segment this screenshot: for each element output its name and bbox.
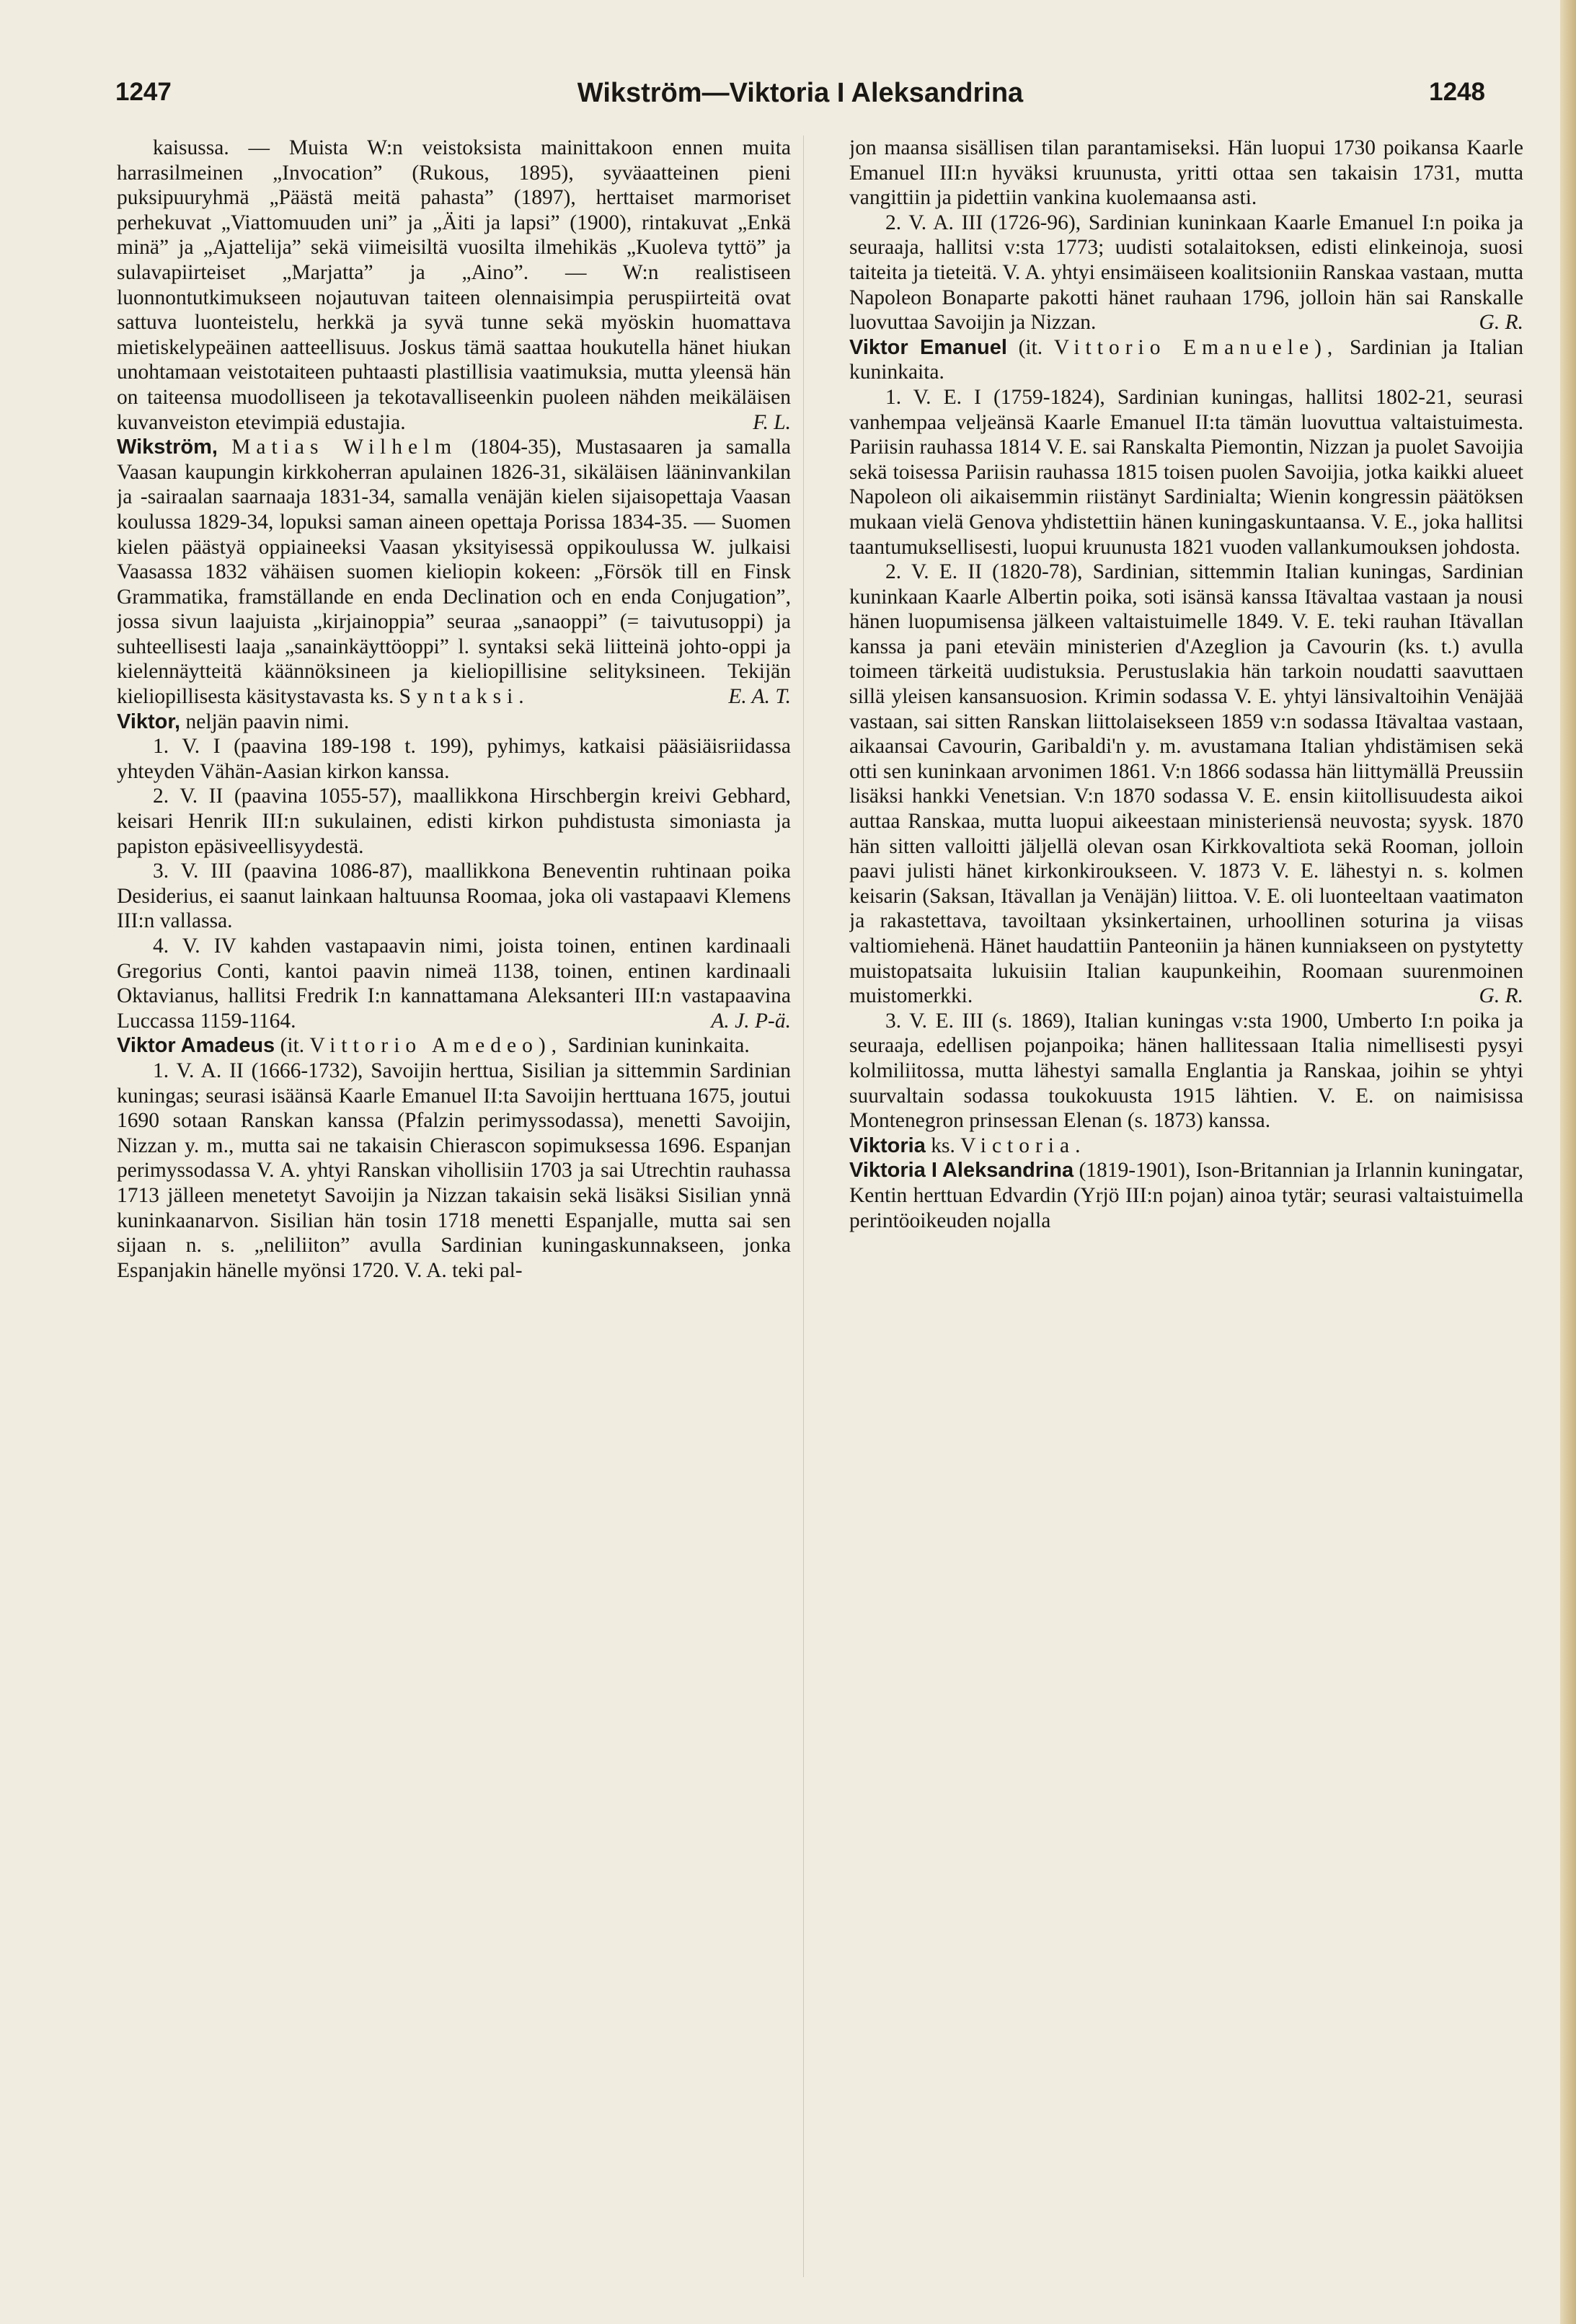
entry-headword: Viktor Amadeus — [117, 1034, 275, 1058]
author-signature: G. R. — [1479, 311, 1523, 335]
column-divider — [803, 136, 804, 2277]
article-entry — [849, 335, 1523, 385]
entry-headword: Viktoria I Aleksandrina — [849, 1159, 1074, 1183]
article-paragraph — [849, 1009, 1523, 1134]
entry-headword: Viktor, — [117, 710, 181, 733]
paragraph-text: 2. V. II (paavina 1055-57), maallikkona Hirschbergin kreivi Gebhard, keisari Henrik III:n sukulainen, edisti kirkon puhdistusta simoniasta ja papiston epäsiveellisyydestä. — [117, 785, 791, 858]
paragraph-text: 3. V. E. III (s. 1869), Italian kuningas v:sta 1900, Umberto I:n poika ja seuraaja, edellisen pojanpoika; hänen hallitessaan Italia nimellisesti pysyi kolmiliitossa, mutta lähestyi samalla Englantia ja Ranskaa, joihin se yhtyi suurvaltain sodassa toukokuusta 1915 lähtien. V. E. on naimisissa Montenegron prinsessan Elenan (s. 1873) kanssa. — [849, 1009, 1523, 1133]
paragraph-text: 2. V. E. II (1820-78), Sardinian, sittemmin Italian kuningas, Sardinian kuninkaan Kaarle Albertin poika, soti isänsä kanssa Itävaltaa vastaan ja nousi hänen luopumisensa jälkeen valtaistuimelle 1849. V. E. teki rauhan Itävallan kanssa ja pani eteväin ministerien d'Azeglion ja Cavourin (ks. t.) avulla toimeen tärkeitä uudistuksia. Perustuslakia hän tarkoin noudatti saavuttaen sillä yleisen kansansuosion. Krimin sodassa V. E. yhtyi länsivaltoihin Venäjää vastaan, sai sitten Ranskan liittolaisekseen 1859 v:n sodassa Itävaltaa vastaan, aikaansai Cavourin, Garibaldi'n y. m. avustamana Italian yhdistämisen sekä otti sen kuninkaan arvonimen 1861. V:n 1866 sodassa hän liittymällä Preussiin lisäksi hankki Venetsian. V:n 1870 sodassa V. E. ensin kiitollisuudesta aikoi auttaa Ranskaa, mutta luopui aikeestaan ministeriensä neuvosta; syysk. 1870 hän sitten valloitti jäljellä olevan osan Kirkkovaltiota sekä Rooman, jolloin paavi julisti hänet kirkonkiroukseen. V. 1873 V. E. lähestyi n. s. kolmen keisarin (Saksan, Itävallan ja Venäjän) liittoa. V. E. oli luonteeltaan vaatimaton ja rakastettava, tavoiltaan yksinkertainen, urhoollinen soturina ja viisas valtiomiehenä. Hänet haudattiin Panteoniin ja hänen kunniakseen on pystytetty muistopatsaita lukuisiin Italian kaupunkeihin, Roomaan suurenmoinen muistomerkki. — [849, 560, 1523, 1008]
page-header — [115, 78, 1485, 128]
running-title: Wikström—Viktoria I Aleksandrina — [577, 78, 1024, 108]
paragraph-text: 4. V. IV kahden vastapaavin nimi, joista toinen, entinen kardinaali Gregorius Conti, kantoi paavin nimeä 1138, toinen, entinen kardinaali Oktavianus, hallitsi Fredrik I:n kannattamana Aleksanteri III:n vastapaavina Luccassa 1159-1164. — [117, 935, 791, 1033]
spaced-name: Vittorio Emanuele), — [1053, 335, 1339, 359]
article-entry — [849, 1158, 1523, 1233]
paragraph-text: Sardinian kuninkaita. — [567, 1034, 750, 1058]
page-number-left: 1247 — [115, 78, 172, 106]
author-signature: F. L. — [753, 410, 791, 434]
article-entry — [117, 1033, 791, 1059]
spaced-name: Victoria. — [960, 1134, 1086, 1157]
article-paragraph — [117, 934, 791, 1033]
article-paragraph — [117, 784, 791, 859]
article-paragraph — [849, 560, 1523, 1009]
article-paragraph — [117, 1059, 791, 1283]
page-edge — [1560, 0, 1576, 2324]
left-column — [117, 136, 791, 2288]
paragraph-text: Sardinian ja Italian kuninkaita. — [849, 335, 1523, 384]
article-entry — [849, 1134, 1523, 1159]
spaced-reference: Syntaksi. — [399, 685, 530, 709]
entry-headword: Viktoria — [849, 1134, 926, 1157]
paragraph-text: 2. V. A. III (1726-96), Sardinian kuninkaan Kaarle Emanuel I:n poika ja seuraaja, hallitsi v:sta 1773; uudisti sotalaitoksen, edisti elinkeinoja, suosi taiteita ja tieteitä. V. A. yhtyi ensimäiseen koalitsioniin Ranskaa vastaan, mutta Napoleon Bonaparte pakotti hänet rauhaan 1796, jolloin hän sai Ranskalle luovuttaa Savoijin ja Nizzan. — [849, 211, 1523, 335]
spaced-name: Vittorio Amedeo), — [309, 1034, 563, 1058]
author-signature: A. J. P-ä. — [711, 1009, 791, 1033]
right-column — [849, 136, 1523, 2288]
entry-prefix: (it. — [1018, 335, 1043, 359]
article-entry — [117, 710, 791, 735]
article-paragraph — [117, 734, 791, 784]
spaced-name: Matias Wilhelm — [231, 436, 458, 459]
author-signature: E. A. T. — [728, 685, 791, 709]
paragraph-text: jon maansa sisällisen tilan parantamiseksi. Hän luopui 1730 poikansa Kaarle Emanuel III:n hyväksi kruunusta, yritti ottaa sen takaisin 1731, mutta vangittiin ja pidettiin vankina kuolemaansa asti. — [849, 136, 1523, 210]
entry-prefix: (it. — [280, 1034, 305, 1058]
article-paragraph — [849, 211, 1523, 335]
paragraph-text: kaisussa. — Muista W:n veistoksista mainittakoon ennen muita harrasilmeinen „Invocation” (Rukous, 1895), syväaatteinen pieni puksipuuryhmä „Päästä meitä pahasta” (1897), herttaiset marmoriset perhekuvat „Viattomuuden uni” ja „Äiti ja lapsi” (1900), rintakuvat „Enkä minä” ja „Ajattelija” sekä viimeisiltä vuosilta ilmehikäs „Kuoleva tyttö” ja sulavapiirteiset „Marjatta” ja „Aino”. — W:n realistiseen luonnontutkimukseen nojautuvan taiteen olennaisimpia peruspiirteitä ovat sattuva luonteistelu, herkkä ja syvä tunne sekä myöskin huomattava mietiskelypeäinen aatteellisuus. Joskus tämä saattaa houkutella hänet hiukan unohtamaan veistotaiteen puhtaasti plastillisia vaatimuksia, mutta yleensä hän on taiteensa muodolliseen ja tekotavalliseenkin puoleen nähden meikäläisen kuvanveiston etevimpiä edustajia. — [117, 136, 791, 434]
paragraph-text: neljän paavin nimi. — [185, 710, 350, 733]
paragraph-text: (1804-35), Mustasaaren ja samalla Vaasan kaupungin kirkkoherran apulainen 1826-31, sikäläisen lääninvankilan ja -sairaalan saarnaaja 1831-34, samalla venäjän kielen sijaisopettaja Vaasan koulussa 1829-34, lopuksi saman aineen opettaja Porissa 1834-35. — Suomen kielen päästyä oppiaineeksi Vaasan yksityisessä oppikoulussa W. julkaisi Vaasassa 1832 vähäisen suomen kieliopin kokeen: „Försök till en Finsk Grammatika, framställande en enda Declination och en enda Conjugation”, jossa sivun laajuista „kirjainoppia” seuraa „sanaoppi” (= taivutusoppi) ja suhteellisesti laaja „sanainkäyttöoppi” l. syntaksi sekä liitteinä johto-oppi ja kielennäytteitä käännöksineen ja kieliopillisine selityksineen. Tekijän kieliopillisesta käsitystavasta ks. — [117, 436, 791, 709]
paragraph-text: 1. V. A. II (1666-1732), Savoijin herttua, Sisilian ja sittemmin Sardinian kuningas; seurasi isäänsä Kaarle Emanuel II:ta Savoijin herttuana 1675, joutui 1690 sotaan Ranskan kanssa (Pfalzin perimyssodassa), menetti Savoijin, Nizzan y. m., mutta sai ne takaisin Chierascon sopimuksessa 1696. Espanjan perimyssodassa V. A. yhtyi Ranskan vihollisiin 1703 ja sai Utrechtin rauhassa 1713 jälleen menetetyt Savoijin ja Nizzan takaisin sekä lisäksi Sisilian ynnä kuninkaanarvon. Sisilian hän tosin 1718 menetti Espanjalle, mutta sai sen sijaan n. s. „neliliiton” avulla Sardinian kuningaskunnakseen, jonka Espanjakin hänelle myönsi 1720. V. A. teki pal- — [117, 1059, 791, 1282]
article-entry — [117, 435, 791, 710]
paragraph-text: (1819-1901), Ison-Britannian ja Irlannin kuningatar, Kentin herttuan Edvardin (Yrjö III:n pojan) ainoa tytär; seurasi valtaistuimella perintöoikeuden nojalla — [849, 1159, 1523, 1232]
entry-headword: Viktor Emanuel — [849, 335, 1007, 359]
article-paragraph — [117, 136, 791, 435]
article-paragraph — [849, 136, 1523, 211]
paragraph-text: 3. V. III (paavina 1086-87), maallikkona Beneventin ruhtinaan poika Desiderius, ei saanut lainkaan haltuunsa Roomaa, joka oli vastapaavi Klemens III:n vallassa. — [117, 860, 791, 933]
page-number-right: 1248 — [1429, 78, 1485, 106]
article-paragraph — [849, 385, 1523, 560]
article-paragraph — [117, 859, 791, 934]
author-signature: G. R. — [1479, 984, 1523, 1008]
entry-headword: Wikström, — [117, 436, 218, 459]
entry-prefix: ks. — [931, 1134, 955, 1157]
paragraph-text: 1. V. E. I (1759-1824), Sardinian kuningas, hallitsi 1802-21, seurasi vanhempaa veljeänsä Kaarle Emanuel II:ta tämän luovuttua valtaistuimesta. Pariisin rauhassa 1814 V. E. sai Ranskalta Piemontin, Nizzan ja puolet Savoijia sekä toisessa Pariisin rauhassa 1815 toisen puolen Savoijia, jotka kaikki alueet Napoleon oli aikaisemmin riistänyt Sardinialta; Wienin kongressin päätöksen mukaan vielä Genova yhdistettiin hänen kuningaskuntaansa. V. E., joka hallitsi taantumuksellisesti, luopui kruunusta 1821 vuoden vallankumouksen johdosta. — [849, 385, 1523, 559]
paragraph-text: 1. V. I (paavina 189-198 t. 199), pyhimys, katkaisi pääsiäisriidassa yhteyden Vähän-Aasian kirkon kanssa. — [117, 735, 791, 783]
